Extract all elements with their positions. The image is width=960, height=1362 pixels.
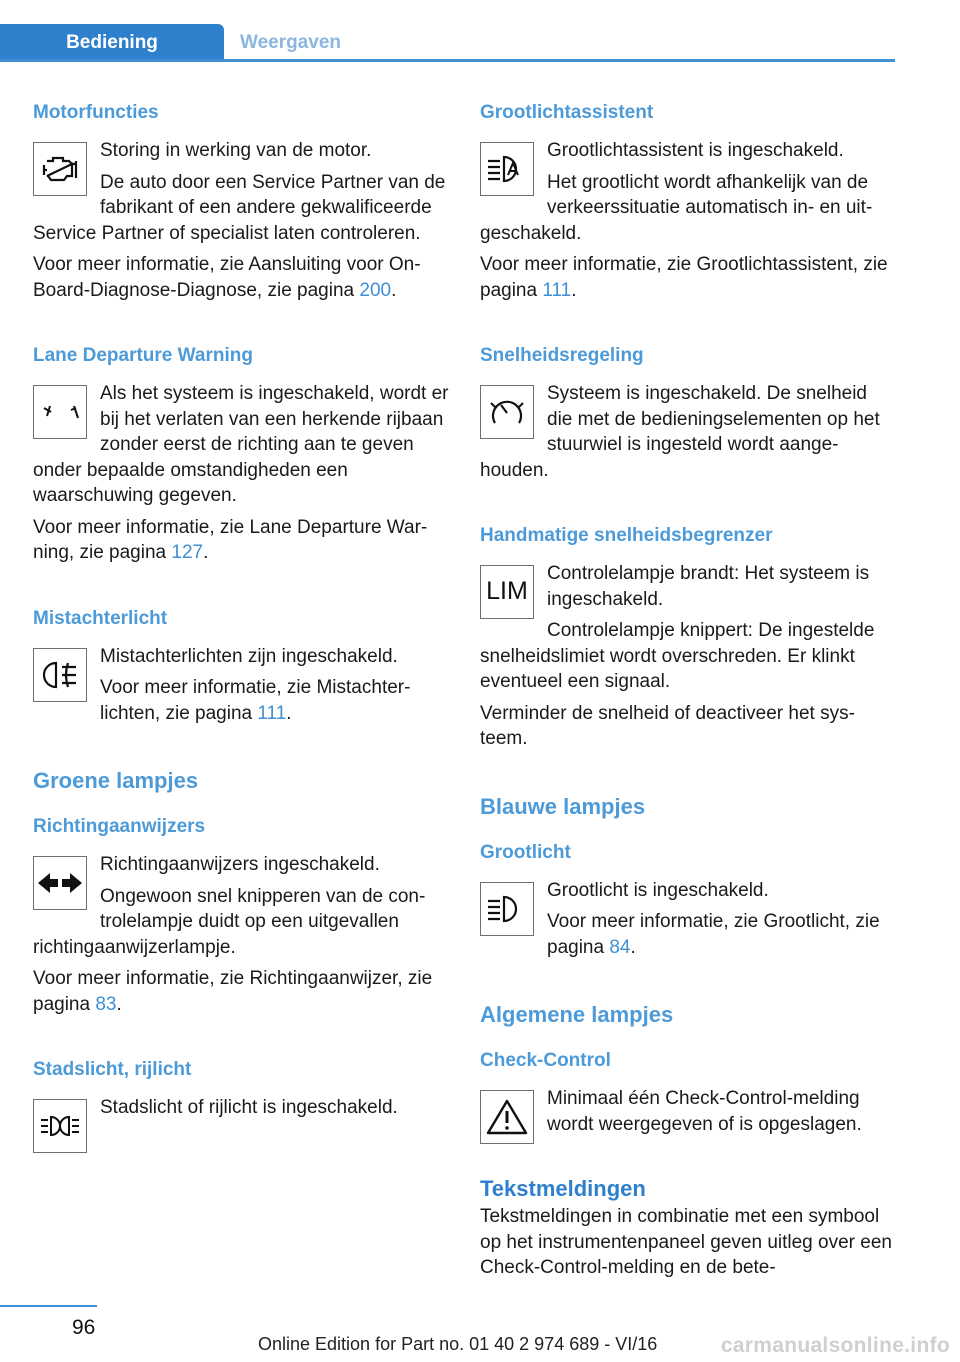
page-link[interactable]: 200 — [359, 279, 392, 301]
paragraph: Mistachterlichten zijn ingeschakeld. — [100, 645, 398, 667]
heading-groene-lampjes: Groene lampjes — [33, 768, 199, 793]
page-link[interactable]: 83 — [95, 993, 117, 1015]
edition-note: Online Edition for Part no. 01 40 2 974 689 - VI/16 — [258, 1334, 658, 1354]
lane-departure-icon — [33, 385, 87, 439]
paragraph: Voor meer informatie, zie Aansluiting voor On-Board-Diagnose-Diagnose, zie pagina 200. — [33, 254, 421, 301]
paragraph: Voor meer informatie, zie Mistachterlichten, zie pagina 111. — [100, 677, 411, 724]
paragraph: Controlelampje knippert: De ingestelde snelheidslimiet wordt overschreden. Er klinkt eventueel een signaal. — [480, 620, 875, 692]
engine-warning-icon — [33, 142, 87, 196]
paragraph: Het grootlicht wordt afhankelijk van de verkeerssituatie automatisch in- en uitgeschakeld. — [480, 171, 873, 244]
section-title: Check-Control — [480, 1050, 611, 1071]
paragraph: Richtingaanwijzers ingeschakeld. — [100, 854, 380, 875]
section-title: Richtingaanwijzers — [33, 816, 206, 837]
section-title: Grootlichtassistent — [480, 102, 654, 123]
parking-light-icon — [33, 1099, 87, 1153]
paragraph: Stadslicht of rijlicht is ingeschakeld. — [100, 1097, 398, 1118]
section-title: Grootlicht — [480, 841, 571, 863]
turn-signal-icon — [33, 856, 87, 910]
paragraph: Voor meer informatie, zie Grootlichtassistent, zie pagina 111. — [480, 254, 888, 301]
speed-limiter-lim-icon: LIM — [480, 565, 534, 619]
page-link[interactable]: 111 — [257, 702, 287, 724]
section-title: Mistachterlicht — [33, 607, 168, 629]
section-lane-departure — [33, 343, 449, 572]
page-link[interactable]: 127 — [171, 542, 204, 563]
tab-weergaven[interactable]: Weergaven — [240, 32, 342, 53]
warning-triangle-icon — [480, 1090, 534, 1144]
rear-fog-light-icon — [33, 648, 87, 702]
paragraph: Als het systeem is ingeschakeld, wordt er bij het verlaten van een herkende rijbaan zonder eerst de richting aan te geven onder bepaalde omstandigheden een waarschuwing gegeven. — [33, 383, 449, 506]
paragraph: Ongewoon snel knipperen van de controlelampje duidt op een uitgevallen richtingaanwijzerlampje. — [33, 885, 426, 958]
paragraph: Minimaal één Check-Control-melding wordt weergegeven of is opgeslagen. — [547, 1088, 862, 1135]
section-mistachterlicht — [33, 606, 449, 733]
section-title: Snelheidsregeling — [480, 345, 644, 366]
paragraph: Tekstmeldingen in combinatie met een symbool op het instrumentenpaneel geven uitleg over een Check-Control-melding en de bete- — [480, 1206, 892, 1278]
paragraph: De auto door een Service Partner van de fabrikant of een andere gekwalificeerde Service Partner of specialist laten controleren. — [33, 171, 446, 244]
watermark: carmanualsonline.info — [720, 1334, 950, 1357]
header-divider — [0, 59, 895, 62]
paragraph: Grootlicht is ingeschakeld. — [547, 879, 769, 901]
cruise-control-icon — [480, 385, 534, 439]
paragraph: Systeem is ingeschakeld. De snelheid die met de bedieningselementen op het stuurwiel is ingesteld wordt aangehouden. — [480, 383, 880, 481]
section-stadslicht — [33, 1057, 449, 1157]
page-link[interactable]: 111 — [542, 279, 572, 301]
page-link[interactable]: 84 — [609, 936, 631, 958]
page-header — [0, 24, 895, 62]
paragraph: Voor meer informatie, zie Richtingaanwijzer, zie pagina 83. — [33, 968, 433, 1015]
paragraph: Controlelampje brandt: Het systeem is ingeschakeld. — [547, 563, 870, 610]
tab-bediening[interactable]: Bediening — [0, 24, 224, 62]
heading-blauwe-lampjes: Blauwe lampjes — [480, 793, 646, 819]
section-grootlichtassistent — [480, 100, 896, 309]
high-beam-assistant-icon — [480, 142, 534, 196]
paragraph: Storing in werking van de motor. — [100, 140, 372, 161]
section-title: Stadslicht, rijlicht — [33, 1059, 192, 1080]
section-title: Handmatige snelheidsbegrenzer — [480, 525, 773, 546]
section-richtingaanwijzers — [33, 814, 449, 1023]
section-snelheidsregeling — [480, 343, 896, 489]
section-title: Motorfuncties — [33, 102, 159, 123]
paragraph: Grootlichtassistent is ingeschakeld. — [547, 140, 844, 161]
left-column — [33, 100, 449, 1191]
right-column — [480, 100, 896, 1287]
paragraph: Verminder de snelheid of deactiveer het systeem. — [480, 702, 855, 749]
heading-algemene-lampjes: Algemene lampjes — [480, 1002, 674, 1027]
section-motorfuncties — [33, 100, 449, 309]
heading-tekstmeldingen: Tekstmeldingen — [480, 1176, 646, 1201]
footer-divider — [0, 1305, 97, 1307]
section-snelheidsbegrenzer — [480, 523, 896, 758]
paragraph: Voor meer informatie, zie Lane Departure Warning, zie pagina 127. — [33, 516, 428, 563]
section-grootlicht — [480, 840, 896, 967]
high-beam-icon — [480, 882, 534, 936]
page-number: 96 — [72, 1316, 96, 1339]
paragraph: Voor meer informatie, zie Grootlicht, zie pagina 84. — [547, 911, 880, 958]
section-title: Lane Departure Warning — [33, 345, 253, 366]
section-check-control — [480, 1048, 896, 1148]
